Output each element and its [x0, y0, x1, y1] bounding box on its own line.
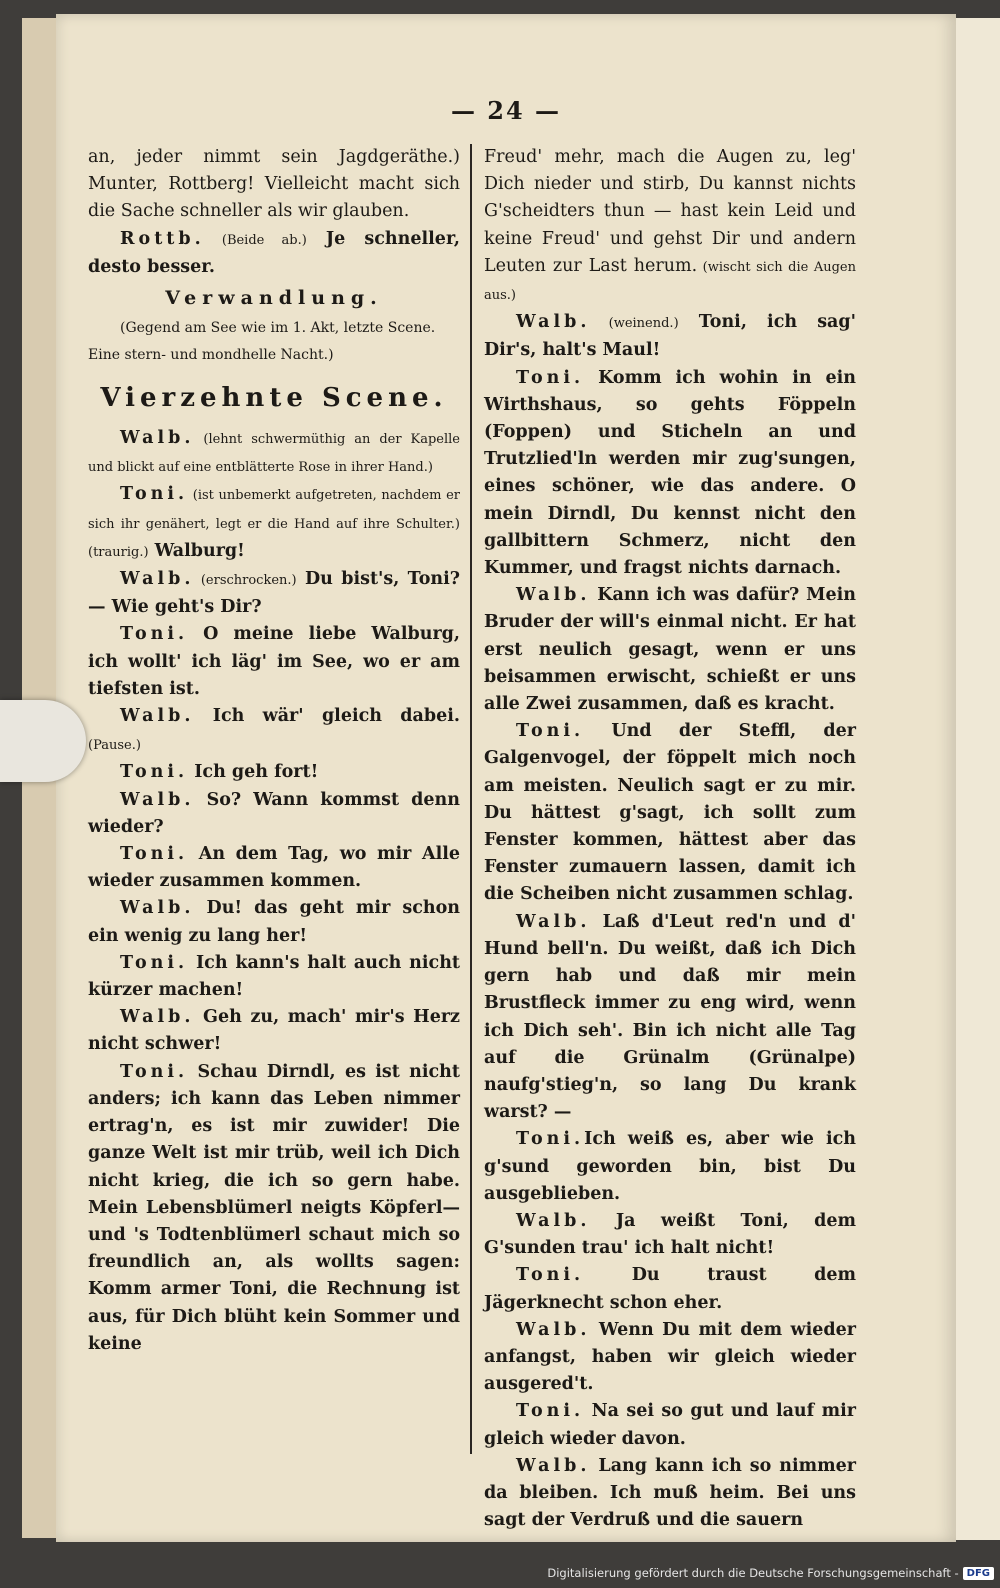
- speaker-name: Walb.: [120, 1007, 195, 1028]
- line-text: So? Wann kommst denn wieder?: [88, 789, 460, 837]
- stage-direction: (erschrocken.): [194, 573, 297, 589]
- footer-text: Digitalisierung gefördert durch die Deutsche Forschungsgemeinschaft -: [547, 1566, 959, 1580]
- speaker-name: Toni.: [120, 1061, 189, 1082]
- dialogue-line: [88, 1059, 460, 1358]
- speaker-name: Walb.: [120, 706, 195, 727]
- dialogue-line: [484, 718, 856, 908]
- speaker-name: Toni.: [516, 721, 585, 742]
- speaker-name: Walb.: [120, 789, 195, 810]
- text-paragraph: [88, 144, 460, 226]
- facing-page-strip: [956, 18, 1000, 1540]
- right-column: [484, 144, 856, 1534]
- speaker-name: Toni.: [120, 762, 189, 783]
- speaker-name: Walb.: [120, 428, 195, 449]
- line-text: Wenn Du mit dem wieder anfangst, haben wir gleich wieder ausgered't.: [484, 1319, 856, 1395]
- line-text: Lang kann ich so nimmer da bleiben. Ich muß heim. Bei uns sagt der Verdruß und die sauern: [484, 1455, 856, 1531]
- book-page: [56, 14, 956, 1542]
- line-text: Na sei so gut und lauf mir gleich wieder davon.: [484, 1401, 856, 1449]
- dialogue-line: [484, 1126, 856, 1208]
- stage-direction: (Gegend am See wie im 1. Akt, letzte Scene. Eine stern- und mondhelle Nacht.): [88, 320, 436, 364]
- stage-direction: (Pause.): [88, 738, 141, 754]
- dialogue-line: [484, 1317, 856, 1399]
- dialogue-line: [484, 1453, 856, 1535]
- footer-credit: [547, 1566, 994, 1580]
- line-text: Je schneller, desto besser.: [88, 228, 460, 277]
- speaker-name: Toni.: [120, 484, 189, 505]
- line-text: Ich geh fort!: [188, 762, 319, 783]
- stage-direction: (lehnt schwermüthig an der Kapelle und blickt auf eine entblätterte Rose in ihrer Hand.): [88, 432, 460, 476]
- speaker-name: Walb.: [516, 1210, 591, 1231]
- column-divider: [470, 144, 472, 1454]
- speaker-name: Toni.: [516, 1401, 585, 1422]
- line-text: Laß d'Leut red'n und d' Hund bell'n. Du weißt, daß ich Dich gern hab und daß mir mein Brustfleck immer zu eng wird, wenn ich Dich seh'. Bin ich nicht alle Tag auf die Grünalm (Grünalpe) naufg'stieg'n, so lang Du krank warst? —: [484, 911, 856, 1123]
- stage-direction: (ist unbemerkt aufgetreten, nachdem er sich ihr genähert, legt er die Hand auf ihre Schulter.) (traurig.): [88, 488, 460, 560]
- line-text: Kann ich was dafür? Mein Bruder der will's einmal nicht. Er hat erst neulich gesagt, wenn er uns beisammen erwischt, schießt er uns alle Zwei zusammen, daß es kracht.: [484, 585, 856, 715]
- speaker-name: Toni.: [516, 1129, 585, 1150]
- page-turn-tab[interactable]: [0, 700, 86, 782]
- dialogue-line: [88, 950, 460, 1004]
- dialogue-line: [88, 1004, 460, 1058]
- dialogue-line: [88, 481, 460, 566]
- transformation-heading: Verwandlung.: [165, 287, 383, 310]
- line-text: Schau Dirndl, es ist nicht anders; ich kann das Leben nimmer ertrag'n, es ist mir zuwider! Die ganze Welt ist mir trüb, weil ich Dich nicht krieg, die ich so gern habe. Mein Lebensblümerl neigts Köpferl— und 's Todtenblümerl schaut mich so freundlich an, als wollts sagen: Komm armer Toni, die Rechnung ist aus, für Dich blüht kein Sommer und keine: [88, 1061, 460, 1354]
- speaker-name: Walb.: [120, 898, 195, 919]
- dialogue-line: [484, 1208, 856, 1262]
- dialogue-line: [484, 1262, 856, 1316]
- line-text: Geh zu, mach' mir's Herz nicht schwer!: [88, 1007, 460, 1055]
- speaker-name: Walb.: [120, 569, 195, 590]
- speaker-name: Toni.: [516, 367, 585, 388]
- dialogue-line: [88, 703, 460, 759]
- speaker-name: Toni.: [120, 624, 189, 645]
- dialogue-line: [484, 309, 856, 364]
- line-text: Du bist's, Toni? — Wie geht's Dir?: [88, 569, 460, 618]
- line-text: Komm ich wohin in ein Wirthshaus, so gehts Föppeln (Foppen) und Sticheln an und Trutzlied'ln werden mir zug'sungen, eines schöner, wie das andere. O mein Dirndl, Du kennst nicht den gallbittern Schmerz, nicht den Kummer, und fragst nichts darnach.: [484, 367, 856, 579]
- stage-direction: (wischt sich die Augen aus.): [484, 259, 856, 304]
- line-text: an, jeder nimmt sein Jagdgeräthe.) Munter, Rottberg! Vielleicht macht sich die Sache schneller als wir glauben.: [88, 147, 460, 222]
- dialogue-line: [484, 582, 856, 718]
- line-text: Walburg!: [148, 540, 245, 561]
- line-text: Ich kann's halt auch nicht kürzer machen!: [88, 952, 460, 1001]
- speaker-name: Walb.: [516, 585, 591, 606]
- speaker-name: Walb.: [516, 911, 591, 932]
- line-text: Du traust dem Jägerknecht schon eher.: [484, 1265, 856, 1313]
- line-text: An dem Tag, wo mir Alle wieder zusammen kommen.: [88, 844, 460, 892]
- speaker-name: Toni.: [120, 952, 189, 973]
- speaker-name: Walb.: [516, 1319, 591, 1340]
- dfg-logo: DFG: [963, 1567, 994, 1580]
- line-text: Ja weißt Toni, dem G'sunden trau' ich halt nicht!: [484, 1210, 856, 1259]
- dialogue-line: [88, 759, 460, 786]
- line-text: Ich weiß es, aber wie ich g'sund geworden bin, bist Du ausgeblieben.: [484, 1129, 856, 1204]
- speaker-name: Rottb.: [120, 228, 205, 249]
- dialogue-line: [88, 841, 460, 895]
- dialogue-line: [484, 365, 856, 583]
- speaker-name: Walb.: [516, 312, 591, 333]
- scene-heading: Vierzehnte Scene.: [100, 383, 448, 414]
- stage-direction: (weinend.): [590, 316, 679, 332]
- dialogue-line: [88, 566, 460, 621]
- dialogue-line: [88, 425, 460, 481]
- left-column: [88, 144, 460, 1358]
- dialogue-line: [484, 1398, 856, 1452]
- line-text: O meine liebe Walburg, ich wollt' ich läg' im See, wo er am tiefsten ist.: [88, 624, 460, 699]
- stage-direction: (Beide ab.): [204, 232, 307, 248]
- line-text: Und der Steffl, der Galgenvogel, der föppelt mich noch am meisten. Neulich sagt er zu mir. Du hättest g'sagt, ich sollt zum Fenster kommen, hättest aber das Fenster zumauern lassen, damit ich die Scheiben nicht zusammen schlag.: [484, 721, 856, 905]
- dialogue-line: [88, 787, 460, 841]
- speaker-name: Toni.: [120, 844, 189, 865]
- text-paragraph: [484, 144, 856, 309]
- speaker-name: Walb.: [516, 1455, 591, 1476]
- dialogue-line: [88, 621, 460, 703]
- dialogue-line: [484, 909, 856, 1127]
- speaker-name: Toni.: [516, 1265, 585, 1286]
- dialogue-line: [88, 895, 460, 949]
- dialogue-line: [88, 226, 460, 281]
- line-text: Ich wär' gleich dabei.: [194, 706, 460, 727]
- line-text: Freud' mehr, mach die Augen zu, leg' Dich nieder und stirb, Du kannst nichts G'scheidters thun — hast kein Leid und keine Freud' und gehst Dir und andern Leuten zur Last herum.: [484, 147, 856, 276]
- line-text: Toni, ich sag' Dir's, halt's Maul!: [484, 312, 856, 361]
- line-text: Du! das geht mir schon ein wenig zu lang her!: [88, 898, 460, 946]
- page-number: — 24 —: [450, 96, 562, 125]
